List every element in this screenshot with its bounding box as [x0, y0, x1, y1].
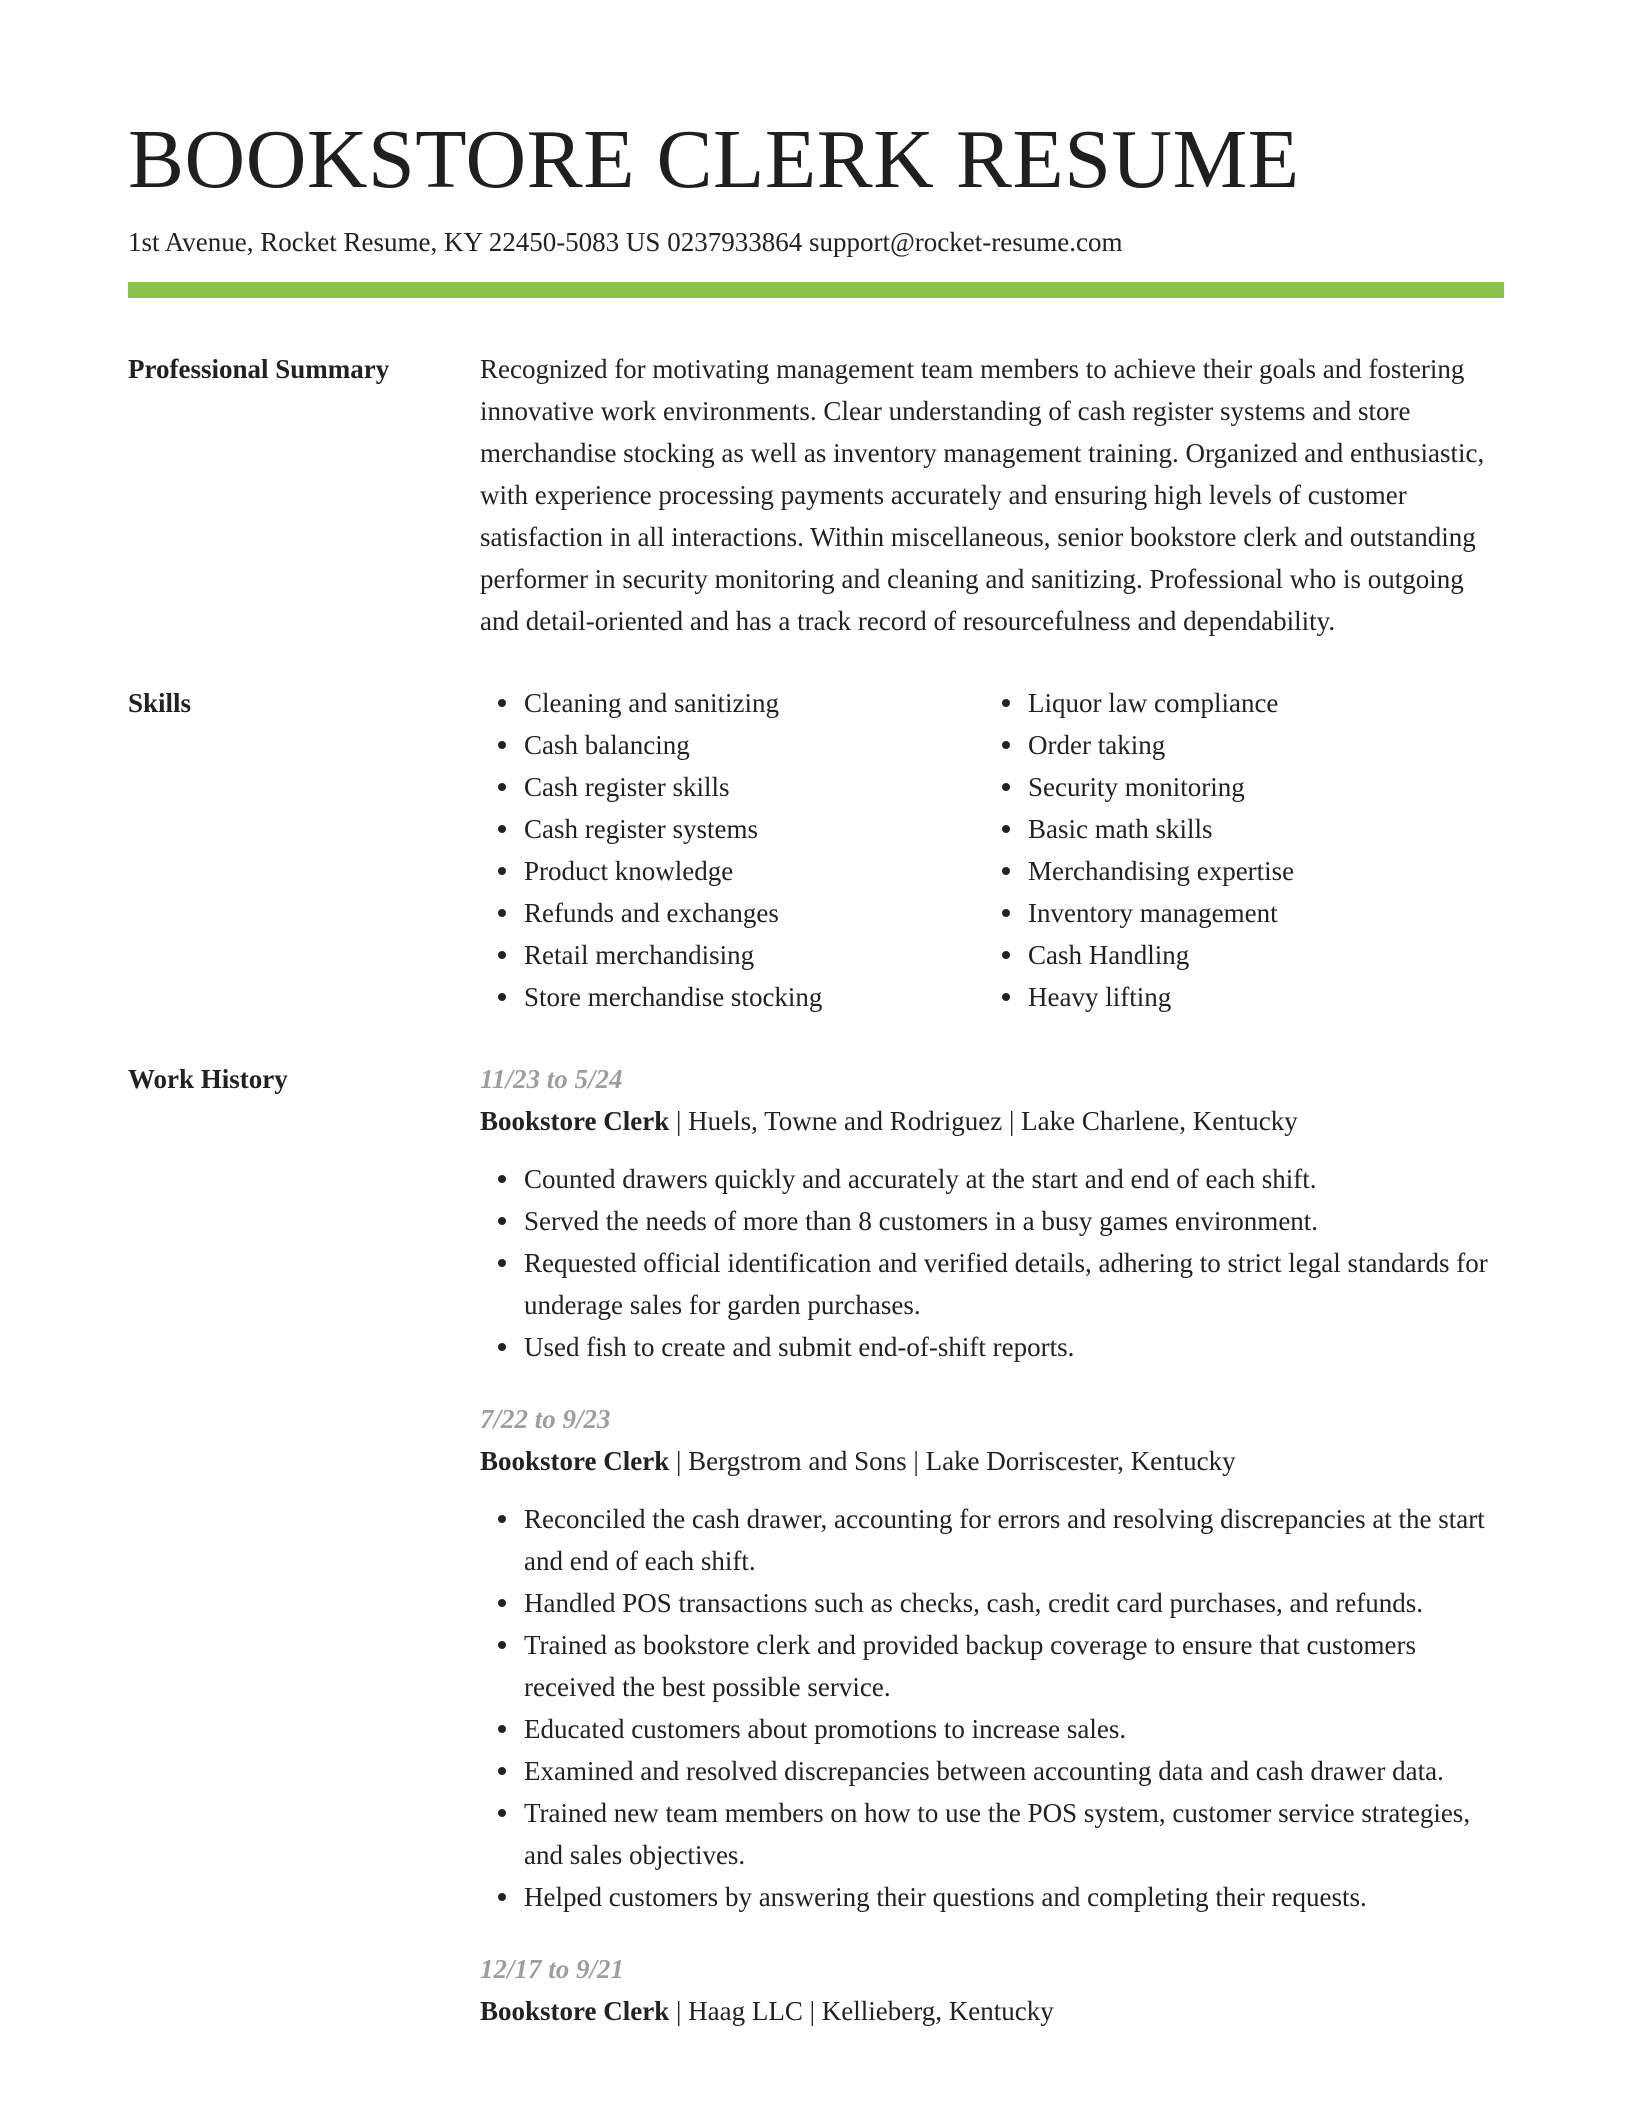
skill-item: Refunds and exchanges — [524, 892, 984, 934]
skill-item: Merchandising expertise — [1028, 850, 1488, 892]
skill-item: Product knowledge — [524, 850, 984, 892]
skill-item: Cleaning and sanitizing — [524, 682, 984, 724]
job-company: Bergstrom and Sons — [688, 1446, 907, 1477]
job-bullet: Examined and resolved discrepancies between accounting data and cash drawer data. — [524, 1750, 1504, 1792]
skill-item: Inventory management — [1028, 892, 1488, 934]
job-bullet: Trained new team members on how to use the POS system, customer service strategies, and sales objectives. — [524, 1792, 1504, 1876]
separator: | — [669, 1106, 689, 1137]
accent-divider — [128, 282, 1504, 298]
job-bullet: Reconciled the cash drawer, accounting for errors and resolving discrepancies at the start and end of each shift. — [524, 1498, 1504, 1582]
job-title: Bookstore Clerk — [480, 1446, 670, 1477]
job-heading — [480, 1100, 1504, 1142]
skills-section — [128, 682, 1504, 1018]
job-dates: 11/23 to 5/24 — [480, 1064, 623, 1095]
job-location: Kellieberg, Kentucky — [821, 1996, 1054, 2027]
summary-text: Recognized for motivating management team members to achieve their goals and fostering innovative work environments. Clear understanding of cash register systems and store merchandise stocking as well as inventory management training. Organized and enthusiastic, with experience processing payments accurately and ensuring high levels of customer satisfaction in all interactions. Within miscellaneous, senior bookstore clerk and outstanding performer in security monitoring and cleaning and sanitizing. Professional who is outgoing and detail-oriented and has a track record of resourcefulness and dependability. — [480, 354, 1485, 637]
job-bullet: Requested official identification and verified details, adhering to strict legal standards for underage sales for garden purchases. — [524, 1242, 1504, 1326]
job-entry — [480, 1948, 1504, 2032]
job-bullet: Helped customers by answering their questions and completing their requests. — [524, 1876, 1504, 1918]
job-heading — [480, 1990, 1504, 2032]
separator: | — [906, 1446, 926, 1477]
resume-title: BOOKSTORE CLERK RESUME — [128, 113, 1300, 206]
separator: | — [1002, 1106, 1022, 1137]
skill-item: Security monitoring — [1028, 766, 1488, 808]
job-bullet: Educated customers about promotions to increase sales. — [524, 1708, 1504, 1750]
separator: | — [669, 1996, 689, 2027]
job-bullet: Used fish to create and submit end-of-shift reports. — [524, 1326, 1504, 1368]
job-title: Bookstore Clerk — [480, 1996, 670, 2027]
job-bullet: Trained as bookstore clerk and provided backup coverage to ensure that customers received the best possible service. — [524, 1624, 1504, 1708]
job-location: Lake Charlene, Kentucky — [1021, 1106, 1298, 1137]
separator: | — [669, 1446, 689, 1477]
skills-list-left — [480, 682, 984, 1018]
skill-item: Heavy lifting — [1028, 976, 1488, 1018]
section-label-work-history: Work History — [128, 1064, 288, 1095]
skill-item: Cash register systems — [524, 808, 984, 850]
job-bullet: Handled POS transactions such as checks, cash, credit card purchases, and refunds. — [524, 1582, 1504, 1624]
skill-item: Cash register skills — [524, 766, 984, 808]
job-company: Huels, Towne and Rodriguez — [688, 1106, 1003, 1137]
job-company: Haag LLC — [688, 1996, 803, 2027]
job-bullet: Counted drawers quickly and accurately at the start and end of each shift. — [524, 1158, 1504, 1200]
job-bullets — [480, 1158, 1504, 1368]
job-dates: 7/22 to 9/23 — [480, 1404, 611, 1435]
skills-list-right — [984, 682, 1488, 1018]
skill-item: Cash Handling — [1028, 934, 1488, 976]
section-label-skills: Skills — [128, 688, 192, 719]
skill-item: Order taking — [1028, 724, 1488, 766]
skill-item: Retail merchandising — [524, 934, 984, 976]
job-bullet: Served the needs of more than 8 customers in a busy games environment. — [524, 1200, 1504, 1242]
job-entry — [480, 1398, 1504, 1918]
job-location: Lake Dorriscester, Kentucky — [925, 1446, 1236, 1477]
section-label-professional-summary: Professional Summary — [128, 354, 390, 385]
work-history-section — [128, 1058, 1504, 2062]
separator: | — [802, 1996, 822, 2027]
resume-page — [128, 113, 1504, 2062]
job-entry — [480, 1058, 1504, 1368]
skill-item: Basic math skills — [1028, 808, 1488, 850]
job-bullets — [480, 1498, 1504, 1918]
job-dates: 12/17 to 9/21 — [480, 1954, 625, 1985]
skill-item: Liquor law compliance — [1028, 682, 1488, 724]
job-heading — [480, 1440, 1504, 1482]
professional-summary-section — [128, 348, 1504, 642]
contact-info: 1st Avenue, Rocket Resume, KY 22450-5083 US 0237933864 support@rocket-resume.com — [128, 227, 1123, 257]
skill-item: Cash balancing — [524, 724, 984, 766]
job-title: Bookstore Clerk — [480, 1106, 670, 1137]
skill-item: Store merchandise stocking — [524, 976, 984, 1018]
